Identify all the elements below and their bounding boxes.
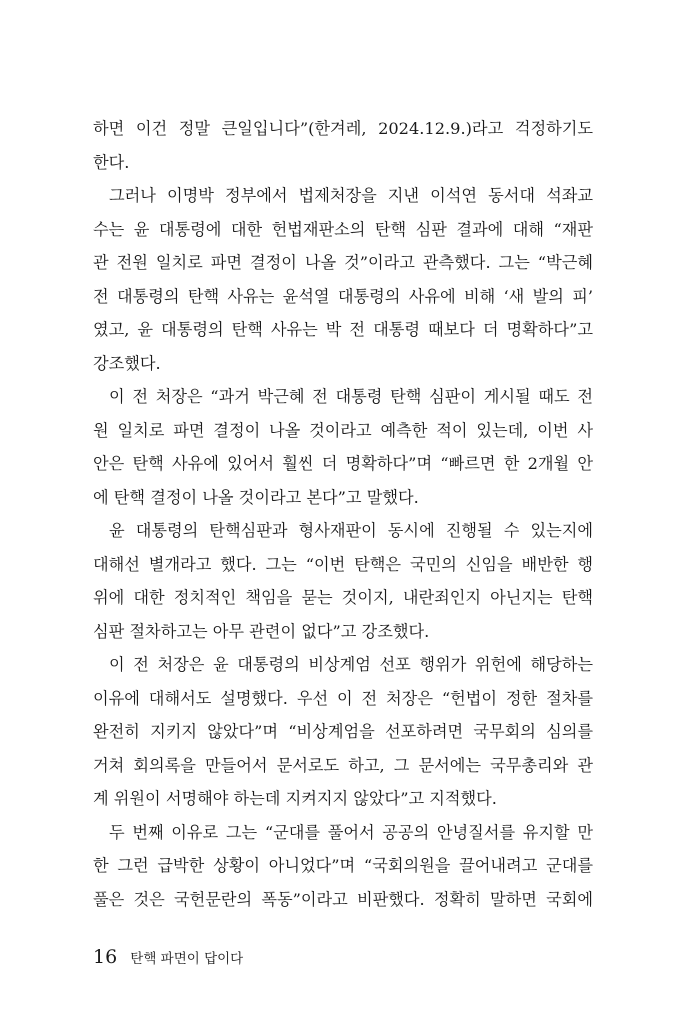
text-line: 강조했다. [93, 353, 161, 373]
paragraph [93, 816, 593, 917]
text-line: 이유에 대해서도 설명했다. 우선 이 전 처장은 “헌법이 정한 절차를 [93, 688, 593, 708]
paragraph [93, 179, 593, 380]
text-line: 계 위원이 서명해야 하는데 지켜지지 않았다”고 지적했다. [93, 789, 497, 808]
paragraph [93, 380, 593, 514]
text-line: 그러나 이명박 정부에서 법제처장을 지낸 이석연 동서대 석좌교 [109, 186, 593, 205]
text-line: 심판 절차하고는 아무 관련이 없다”고 강조했다. [93, 621, 430, 641]
paragraph [93, 112, 593, 179]
text-line: 원 일치로 파면 결정이 나올 것이라고 예측한 적이 있는데, 이번 사 [93, 420, 593, 440]
text-line: 한다. [93, 152, 130, 172]
text-line: 수는 윤 대통령에 대한 헌법재판소의 탄핵 심판 결과에 대해 “재판 [93, 219, 593, 239]
text-line: 대해선 별개라고 했다. 그는 “이번 탄핵은 국민의 신임을 배반한 행 [93, 554, 593, 574]
paragraph [93, 514, 593, 648]
text-line: 이 전 처장은 “과거 박근혜 전 대통령 탄핵 심판이 게시될 때도 전 [109, 387, 593, 406]
paragraph [93, 648, 593, 816]
text-line: 위에 대한 정치적인 책임을 묻는 것이지, 내란죄인지 아닌지는 탄핵 [93, 588, 593, 607]
text-line: 였고, 윤 대통령의 탄핵 사유는 박 전 대통령 때보다 더 명확하다”고 [93, 320, 593, 339]
text-line: 관 전원 일치로 파면 결정이 나올 것”이라고 관측했다. 그는 “박근혜 [93, 253, 593, 272]
text-line: 한 그런 급박한 상황이 아니었다”며 “국회의원을 끌어내려고 군대를 [93, 856, 593, 875]
body-text [93, 112, 593, 916]
text-line: 윤 대통령의 탄핵심판과 형사재판이 동시에 진행될 수 있는지에 [109, 521, 593, 540]
text-line: 거쳐 회의록을 만들어서 문서로도 하고, 그 문서에는 국무총리와 관 [93, 755, 593, 775]
text-line: 풀은 것은 국헌문란의 폭동”이라고 비판했다. 정확히 말하면 국회에 [93, 889, 593, 909]
page-footer [93, 942, 243, 972]
text-line: 전 대통령의 탄핵 사유는 윤석열 대통령의 사유에 비해 ‘새 발의 피’ [93, 286, 593, 306]
text-line: 에 탄핵 결정이 나올 것이라고 본다”고 말했다. [93, 487, 419, 507]
text-line: 이 전 처장은 윤 대통령의 비상계엄 선포 행위가 위헌에 해당하는 [109, 655, 593, 674]
text-line: 두 번째 이유로 그는 “군대를 풀어서 공공의 안녕질서를 유지할 만 [109, 822, 593, 842]
page-number: 16 [93, 946, 118, 968]
running-title: 탄핵 파면이 답이다 [130, 951, 244, 967]
text-line: 안은 탄핵 사유에 있어서 훨씬 더 명확하다”며 “빠르면 한 2개월 안 [93, 454, 593, 473]
text-line: 완전히 지키지 않았다”며 “비상계엄을 선포하려면 국무회의 심의를 [93, 722, 593, 741]
text-line: 하면 이건 정말 큰일입니다”(한겨레, 2024.12.9.)라고 걱정하기도 [93, 119, 593, 138]
